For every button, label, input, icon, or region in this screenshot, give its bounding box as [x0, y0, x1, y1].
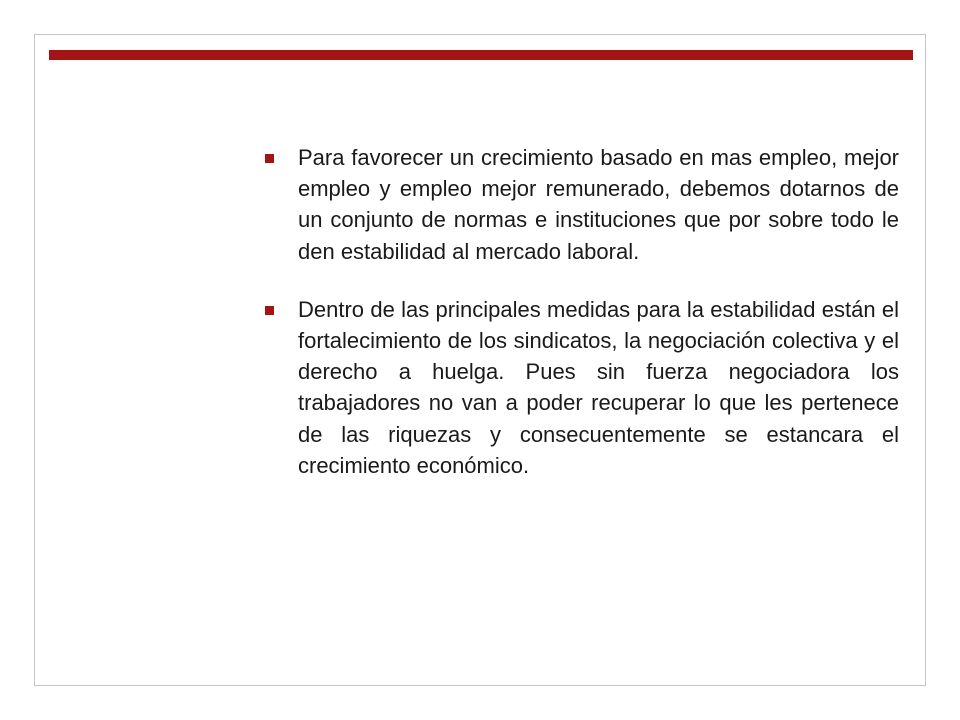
bullet-text: Para favorecer un crecimiento basado en mas empleo, mejor empleo y empleo mejor remunerado, debemos dotarnos de un conjunto de normas e instituciones que por sobre todo le den estabilidad al mercado laboral.	[298, 145, 899, 264]
square-bullet-icon	[265, 154, 274, 163]
slide-frame	[34, 34, 926, 686]
title-accent-bar	[49, 50, 913, 60]
square-bullet-icon	[265, 306, 274, 315]
bullet-item	[265, 294, 899, 481]
bullet-text: Dentro de las principales medidas para la estabilidad están el fortalecimiento de los sindicatos, la negociación colectiva y el derecho a huelga. Pues sin fuerza negociadora los trabajadores no van a poder recuperar lo que les pertenece de las riquezas y consecuentemente se estancara el crecimiento económico.	[298, 296, 899, 478]
bullet-item	[265, 142, 899, 267]
bullet-list	[265, 142, 899, 508]
